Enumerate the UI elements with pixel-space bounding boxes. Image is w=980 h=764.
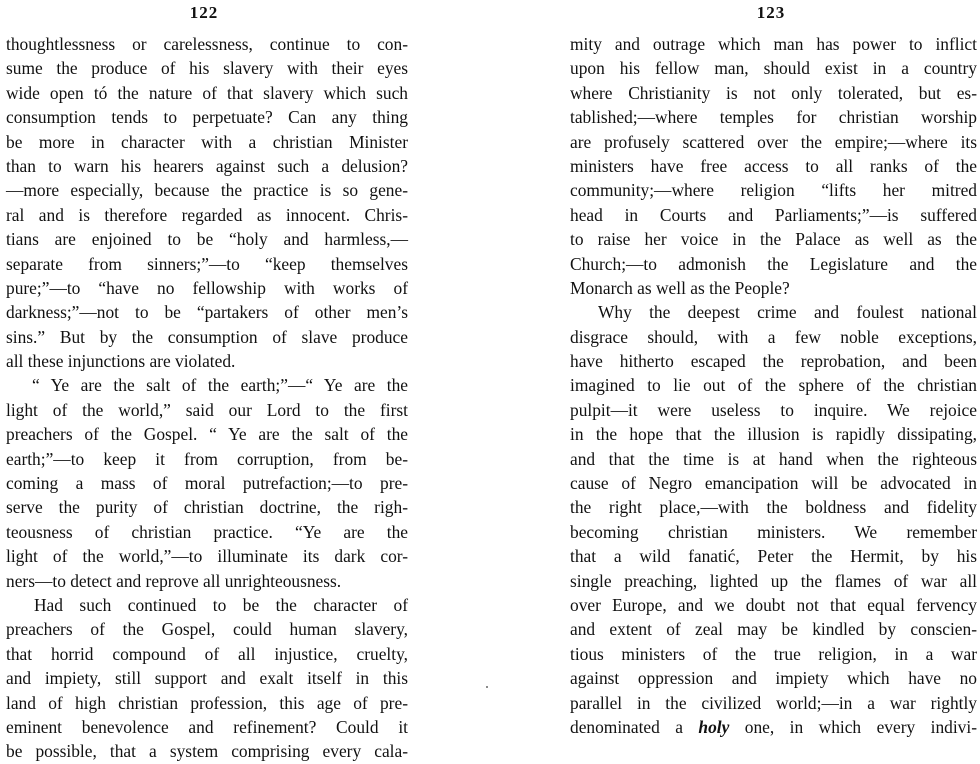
- text-line: darkness;”—not to be “partakers of other men’s: [6, 302, 408, 323]
- text-line: serve the purity of christian doctrine, the righ-: [6, 497, 408, 518]
- text-line: light of the world,”—to illuminate its dark cor-: [6, 546, 408, 567]
- text-line: over Europe, and we doubt not that equal fervency: [570, 594, 977, 615]
- text-line: eminent benevolence and refinement? Could it: [6, 716, 408, 737]
- text-line: where Christianity is not only tolerated, but es-: [570, 82, 977, 103]
- text-line: land of high christian profession, this age of pre-: [6, 692, 408, 713]
- text-line: sume the produce of his slavery with their eyes: [6, 58, 408, 79]
- text-line: are profusely scattered over the empire;—where its: [570, 131, 977, 152]
- text-line: teousness of christian practice. “Ye are the: [6, 521, 408, 542]
- text-line: ministers have free access to all ranks of the: [570, 155, 977, 176]
- text-line: community;—where religion “lifts her mitred: [570, 180, 977, 201]
- text-line: preachers of the Gospel. “ Ye are the salt of the: [6, 424, 408, 445]
- text-line: all these injunctions are violated.: [6, 351, 236, 372]
- text-fragment: one, in which every indivi-: [744, 716, 977, 737]
- text-line: Monarch as well as the People?: [570, 277, 790, 298]
- right-page-text: [570, 32, 977, 739]
- text-line: than to warn his hearers against such a delusion?: [6, 155, 408, 176]
- text-line: and that the time is at hand when the righteous: [570, 448, 977, 469]
- text-line: pure;”—to “have no fellowship with works of: [6, 277, 408, 298]
- text-line: tablished;—where temples for christian worship: [570, 107, 977, 128]
- text-line: mity and outrage which man has power to inflict: [570, 34, 977, 54]
- text-line: Church;—to admonish the Legislature and the: [570, 253, 977, 274]
- text-line: upon his fellow man, should exist in a country: [570, 58, 977, 79]
- text-line: the right place,—with the boldness and fidelity: [570, 497, 977, 518]
- text-line: sins.” But by the consumption of slave produce: [6, 326, 408, 347]
- text-line: be more in character with a christian Minister: [6, 131, 408, 152]
- text-line: thoughtlessness or carelessness, continue to con-: [6, 34, 408, 54]
- text-line: —more especially, because the practice is so gene-: [6, 180, 408, 201]
- text-line: to raise her voice in the Palace as well as the: [570, 229, 977, 250]
- left-page: [0, 0, 408, 762]
- text-line: earth;”—to keep it from corruption, from be-: [6, 448, 408, 469]
- text-line: disgrace should, with a few noble exceptions,: [570, 326, 977, 347]
- text-line: be possible, that a system comprising every cala-: [6, 741, 408, 762]
- text-line: ners—to detect and reprove all unrighteousness.: [6, 570, 342, 591]
- text-line: and impiety, still support and exalt itself in this: [6, 668, 408, 689]
- text-line: parallel in the civilized world;—in a war rightly: [570, 692, 977, 713]
- text-line: “ Ye are the salt of the earth;”—“ Ye are the: [32, 375, 408, 396]
- left-page-text: [6, 32, 408, 764]
- text-line: tians are enjoined to be “holy and harmless,—: [6, 229, 408, 250]
- text-line: becoming christian ministers. We remember: [570, 521, 977, 542]
- text-line: Had such continued to be the character of: [34, 594, 408, 615]
- text-line: wide open tó the nature of that slavery which such: [6, 82, 408, 103]
- text-line: ral and is therefore regarded as innocent. Chris-: [6, 204, 408, 225]
- page-number-left: 122: [189, 3, 219, 22]
- text-line: light of the world,” said our Lord to the first: [6, 399, 408, 420]
- text-line: preachers of the Gospel, could human slavery,: [6, 619, 408, 640]
- text-line: have hitherto escaped the reprobation, and been: [570, 351, 977, 372]
- text-line: pulpit—it were useless to inquire. We rejoice: [570, 399, 977, 420]
- text-fragment: denominated a: [570, 716, 683, 737]
- text-line: that horrid compound of all injustice, cruelty,: [6, 643, 408, 664]
- text-line: cause of Negro emancipation will be advocated in: [570, 473, 977, 494]
- text-line: consumption tends to perpetuate? Can any thing: [6, 107, 408, 128]
- text-line: against oppression and impiety which have no: [570, 668, 977, 689]
- right-page: [565, 0, 977, 752]
- text-line: and extent of zeal may be kindled by conscien-: [570, 619, 977, 640]
- text-line: head in Courts and Parliaments;”—is suffered: [570, 204, 977, 225]
- text-line: coming a mass of moral putrefaction;—to pre-: [6, 473, 408, 494]
- ink-speck: [486, 686, 488, 688]
- text-line: tious ministers of the true religion, in a war: [570, 643, 977, 664]
- italic-word: holy: [698, 716, 730, 737]
- page-number-right: 123: [756, 3, 786, 22]
- text-line: imagined to lie out of the sphere of the christian: [570, 375, 977, 396]
- text-line: in the hope that the illusion is rapidly dissipating,: [570, 424, 977, 445]
- text-line: that a wild fanatić, Peter the Hermit, by his: [570, 546, 977, 567]
- text-line-final: [570, 715, 977, 739]
- text-line: separate from sinners;”—to “keep themselves: [6, 253, 408, 274]
- text-line: single preaching, lighted up the flames of war all: [570, 570, 977, 591]
- text-line: Why the deepest crime and foulest national: [598, 302, 977, 323]
